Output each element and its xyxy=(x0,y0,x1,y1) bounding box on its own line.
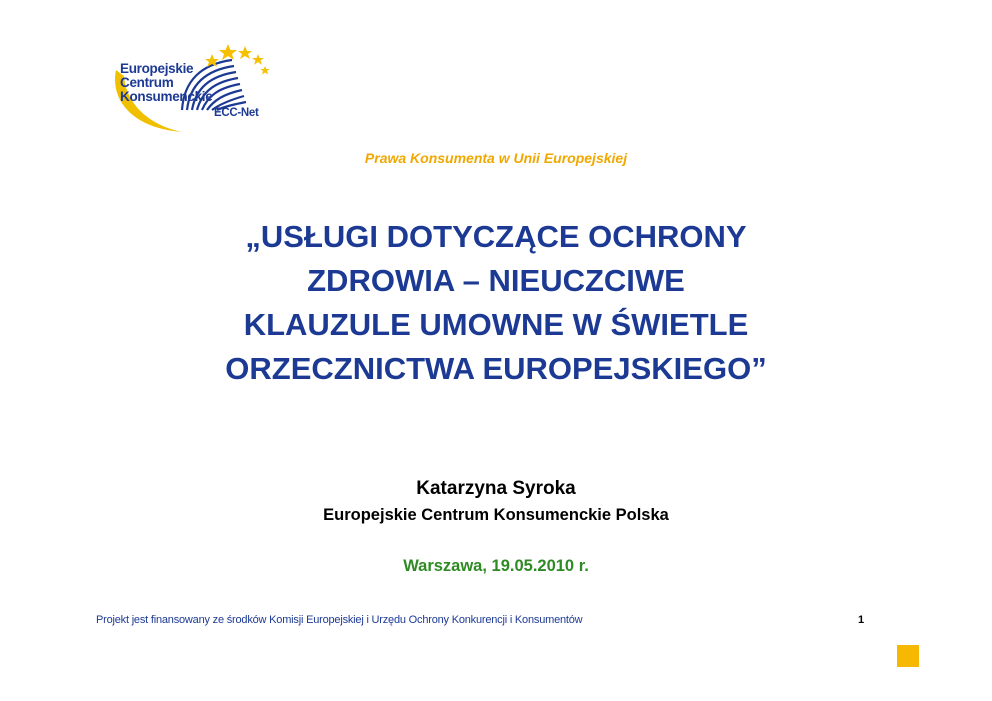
star-icon xyxy=(261,66,270,75)
logo-line: Konsumenckie xyxy=(120,89,213,104)
slide-subtitle: Prawa Konsumenta w Unii Europejskiej xyxy=(364,150,628,166)
ecc-logo xyxy=(112,40,272,135)
star-icon xyxy=(252,54,264,65)
funding-footer: Projekt jest finansowany ze środków Komisji Europejskiej i Urzędu Ochrony Konkurencji i Konsumentów xyxy=(96,614,583,626)
author-name: Katarzyna Syroka xyxy=(416,478,576,499)
logo-wordmark xyxy=(120,62,212,104)
logo-line: Centrum xyxy=(120,75,174,90)
title-line: KLAUZULE UMOWNE W ŚWIETLE xyxy=(243,307,749,342)
star-icon xyxy=(219,44,237,60)
title-line: ORZECZNICTWA EUROPEJSKIEGO” xyxy=(225,351,767,386)
star-icons xyxy=(205,44,270,75)
corner-square-decoration xyxy=(897,645,919,667)
title-line: „USŁUGI DOTYCZĄCE OCHRONY xyxy=(245,219,747,254)
organization-name: Europejskie Centrum Konsumenckie Polska xyxy=(323,506,669,524)
logo-network-label: ECC-Net xyxy=(214,107,259,119)
star-icon xyxy=(238,46,252,59)
slide-title xyxy=(0,215,992,391)
title-line: ZDROWIA – NIEUCZCIWE xyxy=(307,263,685,298)
presentation-date: Warszawa, 19.05.2010 r. xyxy=(403,557,589,575)
page-number: 1 xyxy=(858,614,865,626)
logo-line: Europejskie xyxy=(120,61,194,76)
